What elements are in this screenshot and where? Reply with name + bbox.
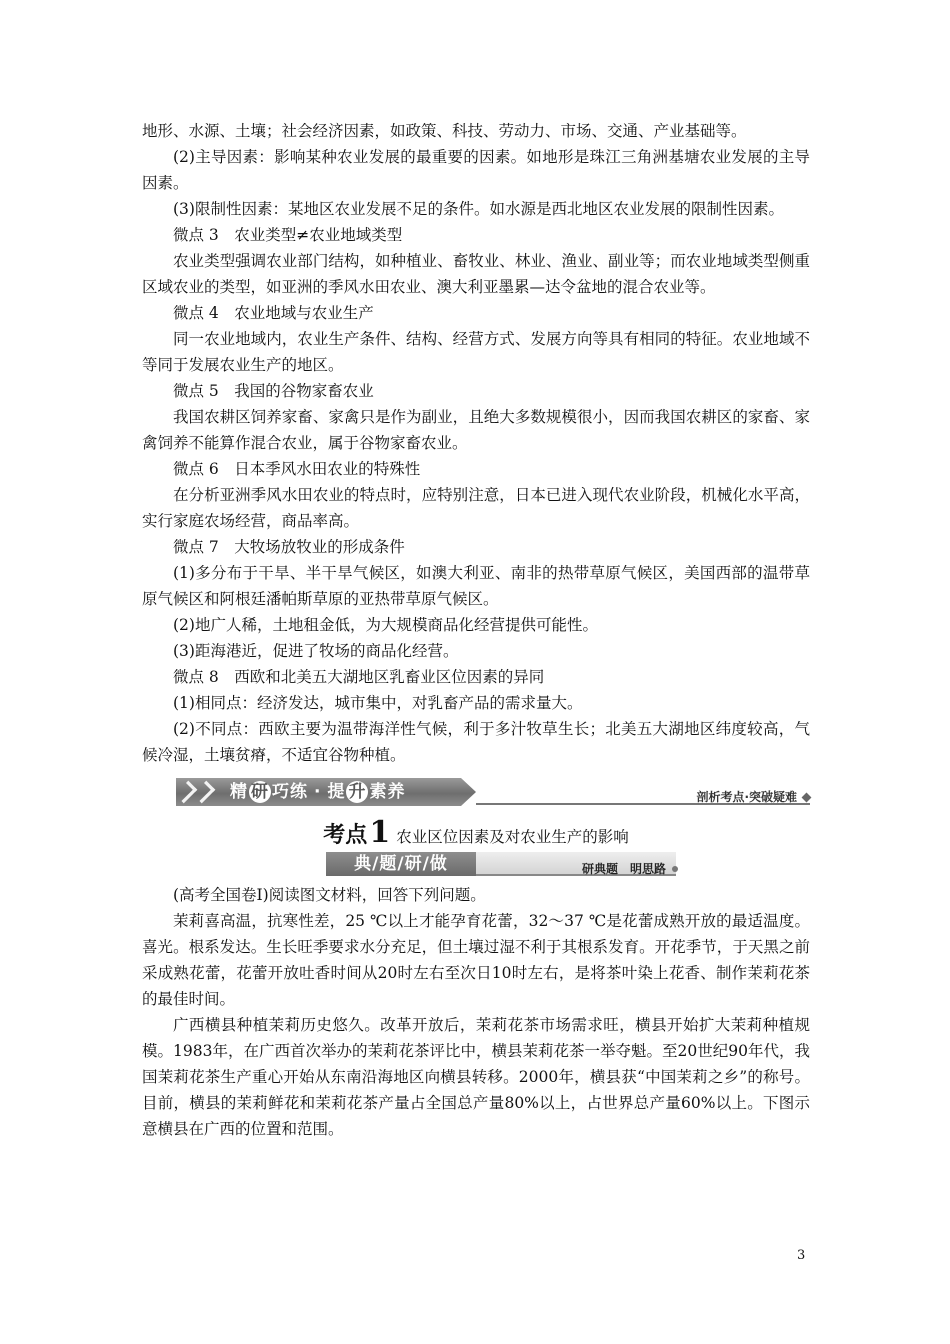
weidian-heading: 微点 3 农业类型≠农业地域类型 — [173, 226, 403, 244]
banner-title-text: 巧练 — [272, 782, 308, 802]
banner-title-dot: · — [314, 782, 322, 802]
paragraph: 地形、水源、土壤；社会经济因素，如政策、科技、劳动力、市场、交通、产业基础等。 — [142, 122, 747, 140]
paragraph: 在分析亚洲季风水田农业的特点时，应特别注意，日本已进入现代农业阶段，机械化水平高，实行家庭农场经营，商品率高。 — [142, 486, 810, 530]
diamond-icon — [802, 792, 812, 802]
kaodian-label: 考点 — [323, 823, 368, 848]
weidian-heading: 微点 5 我国的谷物家畜农业 — [173, 382, 374, 400]
weidian-heading: 微点 8 西欧和北美五大湖地区乳畜业区位因素的异同 — [173, 668, 545, 686]
banner-title-circle: 升 — [348, 782, 367, 802]
subsection-subtitle — [582, 856, 678, 882]
paragraph: (3)距海港近，促进了牧场的商品化经营。 — [173, 642, 459, 660]
bullet-icon — [672, 866, 678, 872]
subsection-bar — [142, 852, 810, 878]
banner-title-text: 提 — [327, 782, 346, 802]
banner-title-circle: 研 — [251, 782, 269, 802]
paragraph: 茉莉喜高温，抗寒性差，25 ℃以上才能孕育花蕾，32～37 ℃是花蕾成熟开放的最适温度。喜光。根系发达。生长旺季要求水分充足，但土壤过湿不利于其根系发育。开花季节，于天黑之前采成熟花蕾，花蕾开放吐香时间从20时左右至次日10时左右，是将茶叶染上花香、制作茉莉花茶的最佳时间。 — [142, 912, 810, 1008]
banner-title-text: 素养 — [369, 782, 406, 802]
paragraph: 广西横县种植茉莉历史悠久。改革开放后，茉莉花茶市场需求旺，横县开始扩大茉莉种植规模。1983年，在广西首次举办的茉莉花茶评比中，横县茉莉花茶一举夺魁。至20世纪90年代，我国茉莉花茶生产重心开始从东南沿海地区向横县转移。2000年，横县获“中国茉莉之乡”的称号。目前，横县的茉莉鲜花和茉莉花茶产量占全国总产量80%以上，占世界总产量60%以上。下图示意横县在广西的位置和范围。 — [142, 1016, 810, 1138]
paragraph: (2)不同点：西欧主要为温带海洋性气候，利于多汁牧草生长；北美五大湖地区纬度较高，气候冷湿，土壤贫瘠，不适宜谷物种植。 — [142, 720, 810, 764]
paragraph: (2)地广人稀，土地租金低，为大规模商品化经营提供可能性。 — [173, 616, 598, 634]
paragraph: (3)限制性因素：某地区农业发展不足的条件。如水源是西北地区农业发展的限制性因素。 — [173, 200, 784, 218]
kaodian-number: 1 — [369, 815, 391, 850]
paragraph: 同一农业地域内，农业生产条件、结构、经营方式、发展方向等具有相同的特征。农业地域不等同于发展农业生产的地区。 — [142, 330, 810, 374]
kaodian-title: 农业区位因素及对农业生产的影响 — [396, 828, 629, 846]
section-banner — [142, 774, 810, 810]
kaodian-heading — [142, 816, 810, 850]
paragraph: 农业类型强调农业部门结构，如种植业、畜牧业、林业、渔业、副业等；而农业地域类型侧重区域农业的类型，如亚洲的季风水田农业、澳大利亚墨累—达令盆地的混合农业等。 — [142, 252, 810, 296]
paragraph: 我国农耕区饲养家畜、家禽只是作为副业，且绝大多数规模很小，因而我国农耕区的家畜、家禽饲养不能算作混合农业，属于谷物家畜农业。 — [142, 408, 810, 452]
double-chevron-icon — [178, 780, 214, 804]
banner-subtitle-text: 剖析考点·突破疑难 — [696, 790, 797, 804]
page-number: 3 — [797, 1248, 806, 1263]
banner-title — [230, 779, 405, 805]
paragraph: (1)多分布于干旱、半干旱气候区，如澳大利亚、南非的热带草原气候区，美国西部的温带草原气候区和阿根廷潘帕斯草原的亚热带草原气候区。 — [142, 564, 810, 608]
paragraph: (2)主导因素：影响某种农业发展的最重要的因素。如地形是珠江三角洲基塘农业发展的主导因素。 — [142, 148, 810, 192]
subsection-label: 典/题/研/做 — [326, 852, 476, 876]
banner-subtitle — [696, 784, 810, 810]
question-source: (高考全国卷Ⅰ)阅读图文材料，回答下列问题。 — [173, 886, 486, 904]
paragraph: (1)相同点：经济发达，城市集中，对乳畜产品的需求量大。 — [173, 694, 583, 712]
page-content — [142, 118, 810, 1142]
weidian-heading: 微点 4 农业地域与农业生产 — [173, 304, 374, 322]
weidian-heading: 微点 6 日本季风水田农业的特殊性 — [173, 460, 421, 478]
subsection-subtitle-text: 研典题 明思路 — [582, 862, 667, 876]
weidian-heading: 微点 7 大牧场放牧业的形成条件 — [173, 538, 405, 556]
banner-title-text: 精 — [230, 782, 248, 802]
